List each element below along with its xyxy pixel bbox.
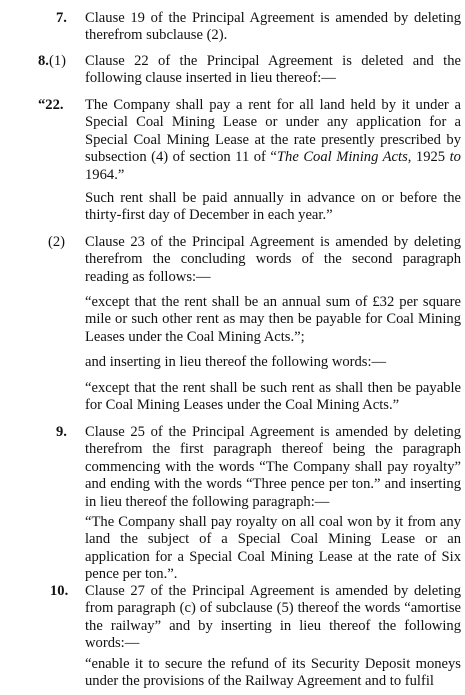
quoted-text: “except that the rent shall be such rent as shall then be payable for Coal Mining Leases under the Coal Mining Acts.” bbox=[85, 380, 461, 414]
clause-text bbox=[85, 97, 461, 184]
clause-text: Such rent shall be paid annually in advance on or before the thirty-first day of December in each year.” bbox=[85, 190, 461, 224]
section-number-main: 8. bbox=[38, 53, 49, 69]
clause-text-part: , 1925 bbox=[407, 149, 450, 166]
quoted-text: “The Company shall pay royalty on all coal won by it from any land the subject of a Special Coal Mining Lease or an application for a Special Coal Mining Lease at the rate of Six pence per ton.”. bbox=[85, 514, 461, 583]
quoted-text: “except that the rent shall be an annual sum of £32 per square mile or such other rent as may then be payable for Coal Mining Leases under the Coal Mining Acts.”; bbox=[85, 294, 461, 345]
section-text: Clause 27 of the Principal Agreement is amended by deleting from paragraph (c) of subclause (5) thereof the words “amortise the railway” and by inserting in lieu thereof the following words:— bbox=[85, 583, 461, 652]
section-number: 10. bbox=[50, 583, 69, 599]
clause-text-part: 1964.” bbox=[85, 166, 125, 183]
section-number: 9. bbox=[56, 424, 67, 440]
section-text: Clause 23 of the Principal Agreement is amended by deleting therefrom the concluding words of the second paragraph reading as follows:— bbox=[85, 234, 461, 285]
act-to: to bbox=[449, 149, 461, 166]
quoted-text: “enable it to secure the refund of its Security Deposit moneys under the provisions of the Railway Agreement and to fulfil bbox=[85, 656, 461, 690]
section-text: Clause 25 of the Principal Agreement is amended by deleting therefrom the first paragraph thereof being the paragraph commencing with the words “The Company shall pay royalty” and ending with the words “Three pence per ton.” and inserting in lieu thereof the following paragraph:— bbox=[85, 424, 461, 510]
section-text: Clause 22 of the Principal Agreement is deleted and the following clause inserted in lieu thereof:— bbox=[85, 53, 461, 87]
section-number: 7. bbox=[56, 10, 67, 26]
subsection-number: (2) bbox=[48, 234, 66, 250]
subsection-number: (1) bbox=[48, 53, 66, 69]
section-number bbox=[38, 53, 66, 70]
act-title: The Coal Mining Acts bbox=[276, 149, 408, 166]
section-text: Clause 19 of the Principal Agreement is amended by deleting therefrom subclause (2). bbox=[85, 10, 461, 44]
connector: and inserting in lieu thereof the following words:— bbox=[85, 354, 387, 370]
clause-text-part: The Company shall pay a rent for all land held by it under a Special Coal Mining Lease or under any application for a Special Coal Mining Lease at the rate presently prescribed by subsection (4) of section 11 of “ bbox=[85, 97, 461, 166]
clause-number: “22. bbox=[38, 97, 64, 113]
